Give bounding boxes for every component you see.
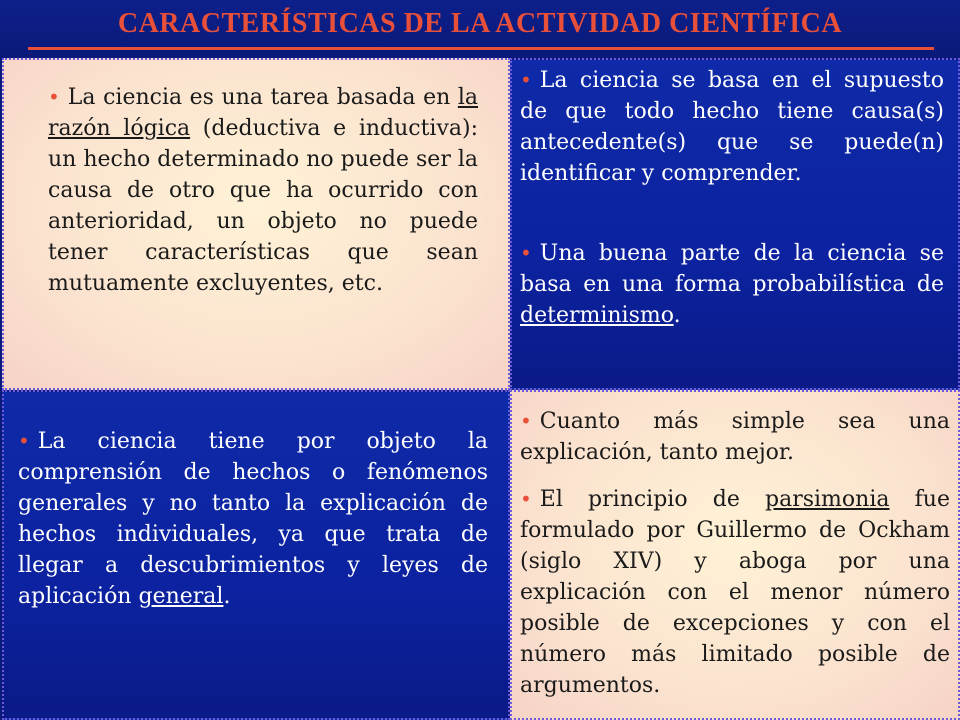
- panel-causalidad: [510, 58, 960, 390]
- panel-parsimonia: [510, 390, 960, 720]
- term-determinismo: determinismo: [520, 303, 674, 328]
- bullet-icon: •: [18, 429, 30, 453]
- term-general: general: [138, 584, 224, 609]
- paragraph-generalidad: • La ciencia tiene por objeto la comprensión de hechos o fenómenos generales y no tanto la explicación de hechos individuales, ya que trata de llegar a descubrimientos y leyes de aplicación general.: [18, 429, 488, 609]
- paragraph-determinismo: • Una buena parte de la ciencia se basa en una forma probabilística de determinismo.: [520, 241, 944, 328]
- paragraph-razon-logica: • La ciencia es una tarea basada en la razón lógica (deductiva e inductiva): un hecho determinado no puede ser la causa de otro que ha ocurrido con anterioridad, un objeto no puede tener características que sean mutuamente excluyentes, etc.: [48, 85, 479, 296]
- term-razon-logica: la razón lógica: [48, 85, 478, 141]
- term-parsimonia: parsimonia: [765, 487, 890, 512]
- bullet-icon: •: [520, 409, 532, 433]
- bullet-icon: •: [48, 85, 60, 109]
- bullet-icon: •: [520, 241, 532, 265]
- paragraph-simplicidad: • Cuanto más simple sea una explicación, tanto mejor.: [520, 409, 950, 465]
- bullet-icon: •: [520, 487, 532, 511]
- bullet-icon: •: [520, 68, 532, 92]
- title-bar: [0, 0, 960, 58]
- slide-title: CARACTERÍSTICAS DE LA ACTIVIDAD CIENTÍFICA: [117, 8, 843, 39]
- panel-razon-logica: [2, 58, 510, 390]
- paragraph-causa: • La ciencia se basa en el supuesto de que todo hecho tiene causa(s) antecedente(s) que se puede(n) identificar y comprender.: [520, 68, 944, 186]
- paragraph-parsimonia: • El principio de parsimonia fue formulado por Guillermo de Ockham (siglo XIV) y aboga por una explicación con el menor número posible de excepciones y con el número más limitado posible de argumentos.: [520, 487, 950, 698]
- panel-generalidad: [2, 390, 510, 720]
- title-underline: [28, 47, 934, 50]
